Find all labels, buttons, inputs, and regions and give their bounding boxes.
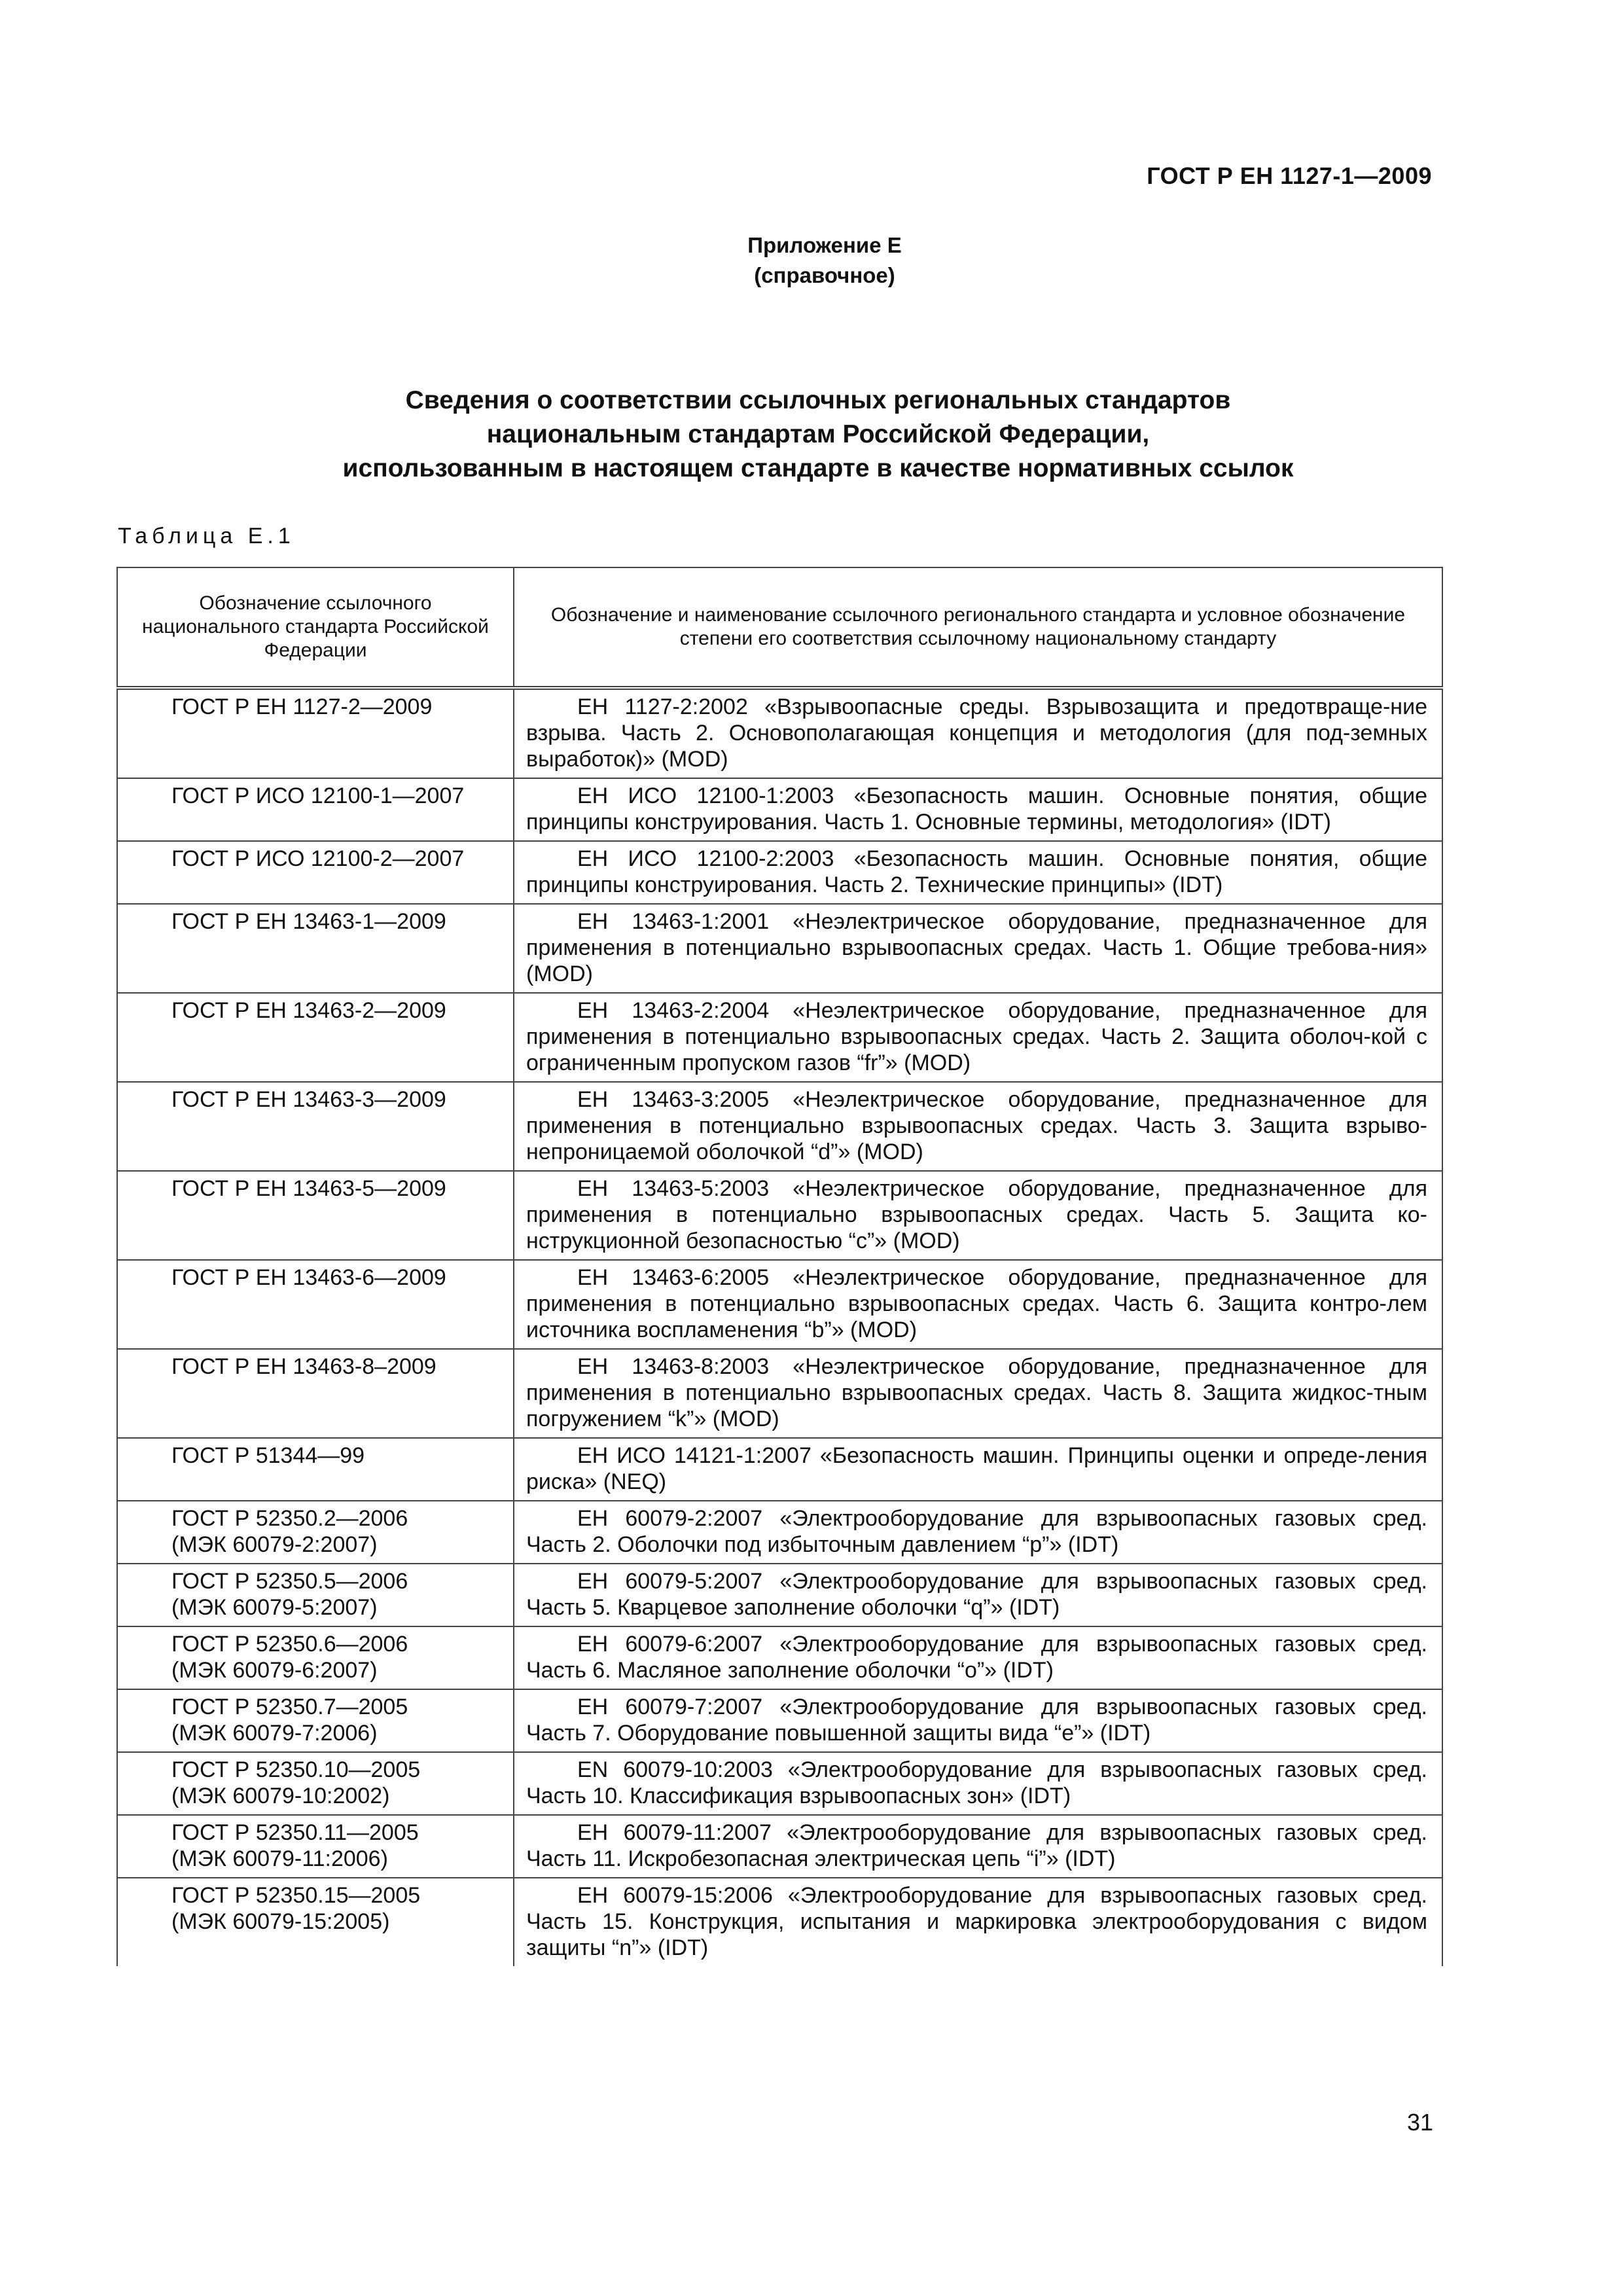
header-regional-standard: Обозначение и наименование ссылочного регионального стандарта и условное обозначение степени его соответствия ссылочному национальному стандарту (514, 567, 1442, 688)
national-standard-code: ГОСТ Р 52350.6—2006 (171, 1632, 408, 1657)
main-title-line: использованным в настоящем стандарте в качестве нормативных ссылок (342, 454, 1294, 482)
national-standard-cell (117, 1082, 514, 1171)
national-standard-code: ГОСТ Р ЕН 13463-3—2009 (171, 1087, 446, 1112)
table-row (117, 778, 1442, 841)
national-standard-code: ГОСТ Р ИСО 12100-2—2007 (171, 846, 465, 871)
national-standard-cell (117, 1626, 514, 1689)
table-row (117, 841, 1442, 904)
table-body (117, 688, 1442, 1966)
national-standard-cell (117, 1438, 514, 1501)
national-standard-cell (117, 778, 514, 841)
table-row (117, 1689, 1442, 1752)
national-standard-code: ГОСТ Р 52350.2—2006 (171, 1506, 408, 1531)
regional-standard-cell: ЕН 60079-11:2007 «Электрооборудование для взрывоопасных газовых сред. Часть 11. Искробезопасная электрическая цепь “i”» (IDT) (514, 1815, 1442, 1878)
table-row (117, 1349, 1442, 1438)
national-standard-code: ГОСТ Р 52350.5—2006 (171, 1569, 408, 1594)
national-standard-cell (117, 1349, 514, 1438)
regional-standard-cell: ЕН 13463-3:2005 «Неэлектрическое оборудование, предназначенное для применения в потенциально взрывоопасных средах. Часть 3. Защита взрыво-непроницаемой оболочкой “d”» (MOD) (514, 1082, 1442, 1171)
iec-equivalent-code: (МЭК 60079-7:2006) (171, 1721, 378, 1746)
table-label: Таблица Е.1 (118, 524, 295, 548)
regional-standard-cell: ЕН 60079-15:2006 «Электрооборудование для взрывоопасных газовых сред. Часть 15. Конструкция, испытания и маркировка электрооборудования с видом защиты “n”» (IDT) (514, 1878, 1442, 1966)
table-row (117, 1438, 1442, 1501)
national-standard-code: ГОСТ Р ЕН 13463-5—2009 (171, 1176, 446, 1201)
national-standard-code: ГОСТ Р 52350.15—2005 (171, 1883, 421, 1908)
iec-equivalent-code: (МЭК 60079-5:2007) (171, 1595, 378, 1620)
main-title-line: национальным стандартам Российской Федерации, (486, 420, 1150, 448)
document-code: ГОСТ Р ЕН 1127-1—2009 (1147, 162, 1432, 189)
national-standard-cell (117, 688, 514, 778)
national-standard-cell (117, 904, 514, 993)
national-standard-code: ГОСТ Р ЕН 1127-2—2009 (171, 694, 433, 719)
iec-equivalent-code: (МЭК 60079-11:2006) (171, 1846, 388, 1871)
appendix-heading (0, 230, 1623, 291)
iec-equivalent-code: (МЭК 60079-15:2005) (171, 1909, 390, 1934)
national-standard-code: ГОСТ Р 51344—99 (171, 1443, 365, 1468)
table-row (117, 688, 1442, 778)
table-row (117, 993, 1442, 1082)
national-standard-code: ГОСТ Р 52350.10—2005 (171, 1757, 421, 1782)
regional-standard-cell: ЕН ИСО 12100-1:2003 «Безопасность машин. Основные понятия, общие принципы конструирования. Часть 1. Основные термины, методология» (IDT) (514, 778, 1442, 841)
national-standard-code: ГОСТ Р ИСО 12100-1—2007 (171, 783, 465, 808)
regional-standard-cell: ЕН 60079-5:2007 «Электрооборудование для взрывоопасных газовых сред. Часть 5. Кварцевое заполнение оболочки “q”» (IDT) (514, 1564, 1442, 1626)
table-row (117, 1878, 1442, 1966)
national-standard-cell (117, 1815, 514, 1878)
main-title (0, 384, 1623, 486)
table-header-row (117, 567, 1442, 688)
national-standard-cell (117, 1689, 514, 1752)
national-standard-cell (117, 1501, 514, 1564)
national-standard-code: ГОСТ Р ЕН 13463-1—2009 (171, 909, 446, 934)
national-standard-cell (117, 1752, 514, 1815)
regional-standard-cell: ЕН 13463-5:2003 «Неэлектрическое оборудование, предназначенное для применения в потенциально взрывоопасных средах. Часть 5. Защита ко-нструкционной безопасностью “c”» (MOD) (514, 1171, 1442, 1260)
national-standard-cell (117, 1260, 514, 1349)
national-standard-code: ГОСТ Р 52350.7—2005 (171, 1695, 408, 1719)
regional-standard-cell: ЕН ИСО 14121-1:2007 «Безопасность машин. Принципы оценки и опреде-ления риска» (NEQ) (514, 1438, 1442, 1501)
regional-standard-cell: ЕН 60079-7:2007 «Электрооборудование для взрывоопасных газовых сред. Часть 7. Оборудование повышенной защиты вида “e”» (IDT) (514, 1689, 1442, 1752)
appendix-subtitle: (справочное) (754, 263, 895, 287)
national-standard-code: ГОСТ Р 52350.11—2005 (171, 1820, 419, 1845)
table-row (117, 1171, 1442, 1260)
national-standard-cell (117, 1878, 514, 1966)
regional-standard-cell: ЕН 13463-1:2001 «Неэлектрическое оборудование, предназначенное для применения в потенциально взрывоопасных средах. Часть 1. Общие требова-ния» (MOD) (514, 904, 1442, 993)
iec-equivalent-code: (МЭК 60079-10:2002) (171, 1784, 390, 1808)
main-title-line: Сведения о соответствии ссылочных региональных стандартов (405, 386, 1231, 414)
table-row (117, 1564, 1442, 1626)
iec-equivalent-code: (МЭК 60079-6:2007) (171, 1658, 378, 1683)
table-row (117, 1752, 1442, 1815)
table-row (117, 1501, 1442, 1564)
national-standard-cell (117, 993, 514, 1082)
table-row (117, 1082, 1442, 1171)
table-row (117, 1260, 1442, 1349)
regional-standard-cell: ЕН 60079-2:2007 «Электрооборудование для взрывоопасных газовых сред. Часть 2. Оболочки под избыточным давлением “p”» (IDT) (514, 1501, 1442, 1564)
header-national-standard: Обозначение ссылочного национального стандарта Российской Федерации (117, 567, 514, 688)
national-standard-code: ГОСТ Р ЕН 13463-8–2009 (171, 1354, 437, 1379)
regional-standard-cell: ЕН 60079-6:2007 «Электрооборудование для взрывоопасных газовых сред. Часть 6. Масляное заполнение оболочки “o”» (IDT) (514, 1626, 1442, 1689)
appendix-title: Приложение Е (747, 233, 902, 257)
national-standard-cell (117, 1564, 514, 1626)
regional-standard-cell: ЕН ИСО 12100-2:2003 «Безопасность машин. Основные понятия, общие принципы конструирования. Часть 2. Технические принципы» (IDT) (514, 841, 1442, 904)
regional-standard-cell: ЕН 13463-8:2003 «Неэлектрическое оборудование, предназначенное для применения в потенциально взрывоопасных средах. Часть 8. Защита жидкос-тным погружением “k”» (MOD) (514, 1349, 1442, 1438)
national-standard-cell (117, 841, 514, 904)
regional-standard-cell: ЕН 13463-6:2005 «Неэлектрическое оборудование, предназначенное для применения в потенциально взрывоопасных средах. Часть 6. Защита контро-лем источника воспламенения “b”» (MOD) (514, 1260, 1442, 1349)
regional-standard-cell: EN 60079-10:2003 «Электрооборудование для взрывоопасных газовых сред. Часть 10. Классификация взрывоопасных зон» (IDT) (514, 1752, 1442, 1815)
iec-equivalent-code: (МЭК 60079-2:2007) (171, 1532, 378, 1557)
national-standard-code: ГОСТ Р ЕН 13463-2—2009 (171, 998, 446, 1023)
table-row (117, 904, 1442, 993)
national-standard-code: ГОСТ Р ЕН 13463-6—2009 (171, 1265, 446, 1290)
table-row (117, 1815, 1442, 1878)
page-number: 31 (1406, 2109, 1433, 2136)
table-row (117, 1626, 1442, 1689)
reference-table (116, 567, 1443, 1966)
regional-standard-cell: ЕН 1127-2:2002 «Взрывоопасные среды. Взрывозащита и предотвраще-ние взрыва. Часть 2. Основополагающая концепция и методология (для под-земных выработок)» (MOD) (514, 688, 1442, 778)
national-standard-cell (117, 1171, 514, 1260)
regional-standard-cell: ЕН 13463-2:2004 «Неэлектрическое оборудование, предназначенное для применения в потенциально взрывоопасных средах. Часть 2. Защита оболоч-кой с ограниченным пропуском газов “fr”» (MOD) (514, 993, 1442, 1082)
